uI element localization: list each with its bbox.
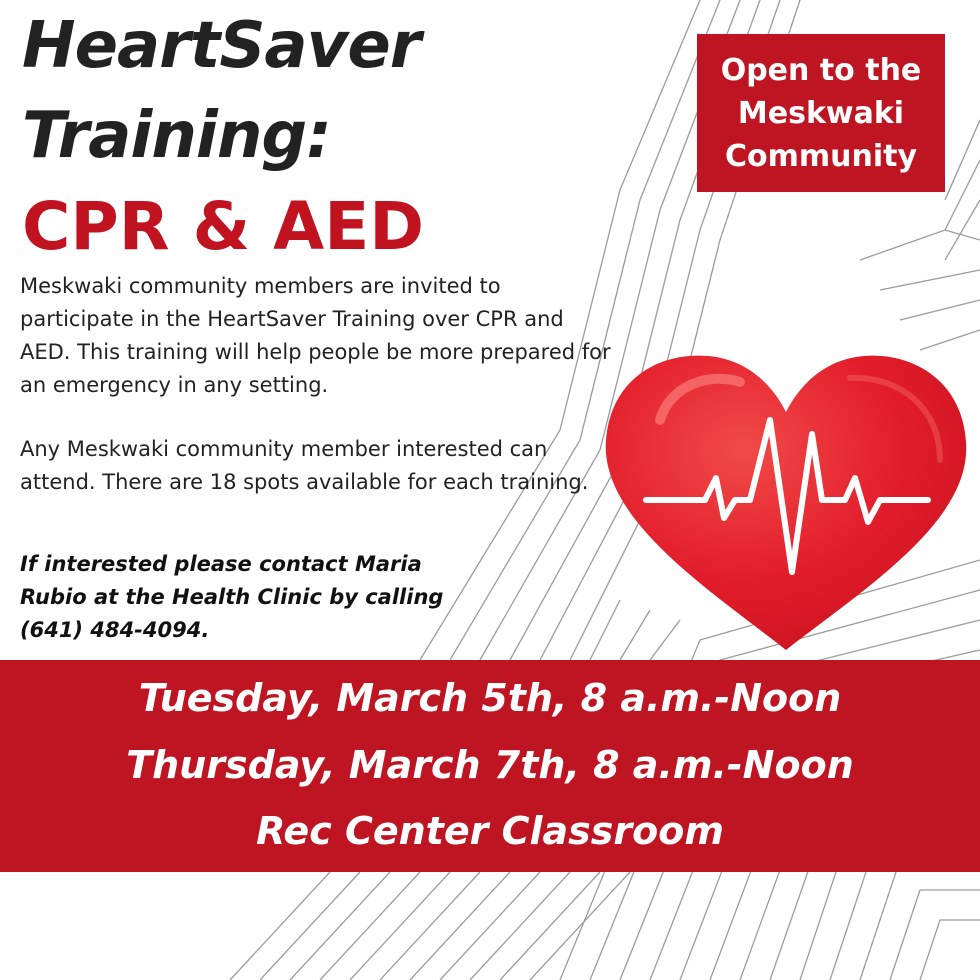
heart-with-heartbeat-icon xyxy=(600,350,972,655)
contact-info: If interested please contact Maria Rubio at the Health Clinic by calling (641) 484-4094. xyxy=(20,552,444,642)
badge-line-1: Open to the xyxy=(720,52,922,88)
session-thursday: Thursday, March 7th, 8 a.m.-Noon xyxy=(126,743,854,787)
title-training: Training: xyxy=(22,99,331,173)
badge-line-2: Meskwaki xyxy=(737,95,905,131)
eligibility-paragraph: Any Meskwaki community member interested can attend. There are 18 spots available for each training. xyxy=(20,437,589,494)
schedule-banner xyxy=(0,660,980,872)
community-badge xyxy=(697,34,945,192)
session-tuesday: Tuesday, March 5th, 8 a.m.-Noon xyxy=(138,676,842,720)
location: Rec Center Classroom xyxy=(256,809,724,853)
community-badge-text xyxy=(706,49,936,178)
badge-line-3: Community xyxy=(724,138,918,174)
intro-paragraph: Meskwaki community members are invited to participate in the HeartSaver Training over CPR and AED. This training will help people be more prepared for an emergency in any setting. xyxy=(20,274,611,397)
title-heartsaver: HeartSaver xyxy=(22,9,421,83)
title-cpr-aed: CPR & AED xyxy=(22,188,425,265)
